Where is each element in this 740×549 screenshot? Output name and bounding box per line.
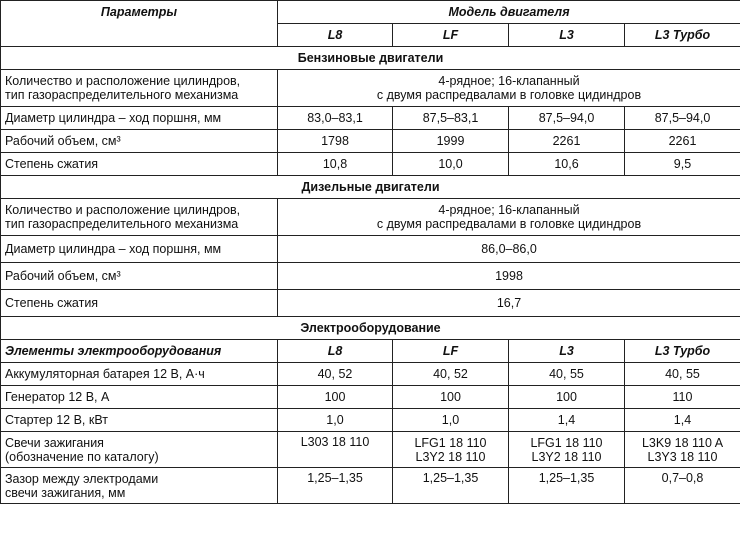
cell-value: 1,0 [393,409,509,432]
model-lf: LF [393,340,509,363]
cell-value: 1,25–1,35 [278,468,393,504]
cell-value: 1999 [393,130,509,153]
cell-value: 1,0 [278,409,393,432]
row-label: Зазор между электродами свечи зажигания, мм [1,468,278,504]
cell-value: 40, 55 [509,363,625,386]
table-row [1,130,740,153]
table-row [1,236,740,263]
table-row [1,386,740,409]
cell-value: 9,5 [625,153,740,176]
model-header: Модель двигателя [278,1,740,24]
row-label: Рабочий объем, см³ [1,130,278,153]
table-row [1,432,740,468]
row-label: Рабочий объем, см³ [1,263,278,290]
model-lf: LF [393,24,509,47]
section-electrical [1,317,740,340]
cell-value: 2261 [625,130,740,153]
table-row [1,199,740,236]
row-label: Стартер 12 В, кВт [1,409,278,432]
row-label: Количество и расположение цилиндров, тип газораспределительного механизма [1,70,278,107]
row-label: Диаметр цилиндра – ход поршня, мм [1,107,278,130]
section-title: Электрооборудование [1,317,740,340]
row-span-value: 4-рядное; 16-клапанный с двумя распредвалами в головке цидиндров [278,70,740,107]
table-row [1,468,740,504]
model-l3-turbo: L3 Турбо [625,340,740,363]
cell-value: 2261 [509,130,625,153]
model-l8: L8 [278,340,393,363]
section-title: Бензиновые двигатели [1,47,740,70]
table-row [1,107,740,130]
cell-value: 1,25–1,35 [509,468,625,504]
section-diesel [1,176,740,199]
cell-value: 10,6 [509,153,625,176]
row-span-value: 1998 [278,263,740,290]
electrical-header-row [1,340,740,363]
params-header: Параметры [1,1,278,47]
header-row [1,1,740,24]
row-label: Степень сжатия [1,153,278,176]
row-span-value: 86,0–86,0 [278,236,740,263]
cell-value: 100 [393,386,509,409]
table-row [1,363,740,386]
cell-value: 10,0 [393,153,509,176]
cell-value: 0,7–0,8 [625,468,740,504]
section-title: Дизельные двигатели [1,176,740,199]
row-span-value: 4-рядное; 16-клапанный с двумя распредвалами в головке цидиндров [278,199,740,236]
table-row [1,70,740,107]
cell-value: 100 [278,386,393,409]
row-label: Генератор 12 В, А [1,386,278,409]
table-row [1,290,740,317]
cell-value: 1798 [278,130,393,153]
model-l3: L3 [509,340,625,363]
cell-value: 40, 52 [393,363,509,386]
table-row [1,153,740,176]
table-row [1,263,740,290]
cell-value: 100 [509,386,625,409]
cell-value: 40, 52 [278,363,393,386]
cell-value: L3K9 18 110 A L3Y3 18 110 [625,432,740,468]
cell-value: LFG1 18 110 L3Y2 18 110 [509,432,625,468]
cell-value: 110 [625,386,740,409]
cell-value: 87,5–94,0 [625,107,740,130]
section-petrol [1,47,740,70]
row-label: Аккумуляторная батарея 12 В, А·ч [1,363,278,386]
cell-value: 87,5–83,1 [393,107,509,130]
cell-value: 1,4 [509,409,625,432]
cell-value: 40, 55 [625,363,740,386]
row-label: Диаметр цилиндра – ход поршня, мм [1,236,278,263]
table-row [1,409,740,432]
row-label: Количество и расположение цилиндров, тип газораспределительного механизма [1,199,278,236]
row-label: Степень сжатия [1,290,278,317]
cell-value: 1,25–1,35 [393,468,509,504]
cell-value: LFG1 18 110 L3Y2 18 110 [393,432,509,468]
model-l3-turbo: L3 Турбо [625,24,740,47]
cell-value: L303 18 110 [278,432,393,468]
cell-value: 87,5–94,0 [509,107,625,130]
cell-value: 10,8 [278,153,393,176]
cell-value: 1,4 [625,409,740,432]
cell-value: 83,0–83,1 [278,107,393,130]
row-span-value: 16,7 [278,290,740,317]
model-l8: L8 [278,24,393,47]
model-l3: L3 [509,24,625,47]
row-label: Свечи зажигания (обозначение по каталогу) [1,432,278,468]
electrical-header-label: Элементы электрооборудования [1,340,278,363]
